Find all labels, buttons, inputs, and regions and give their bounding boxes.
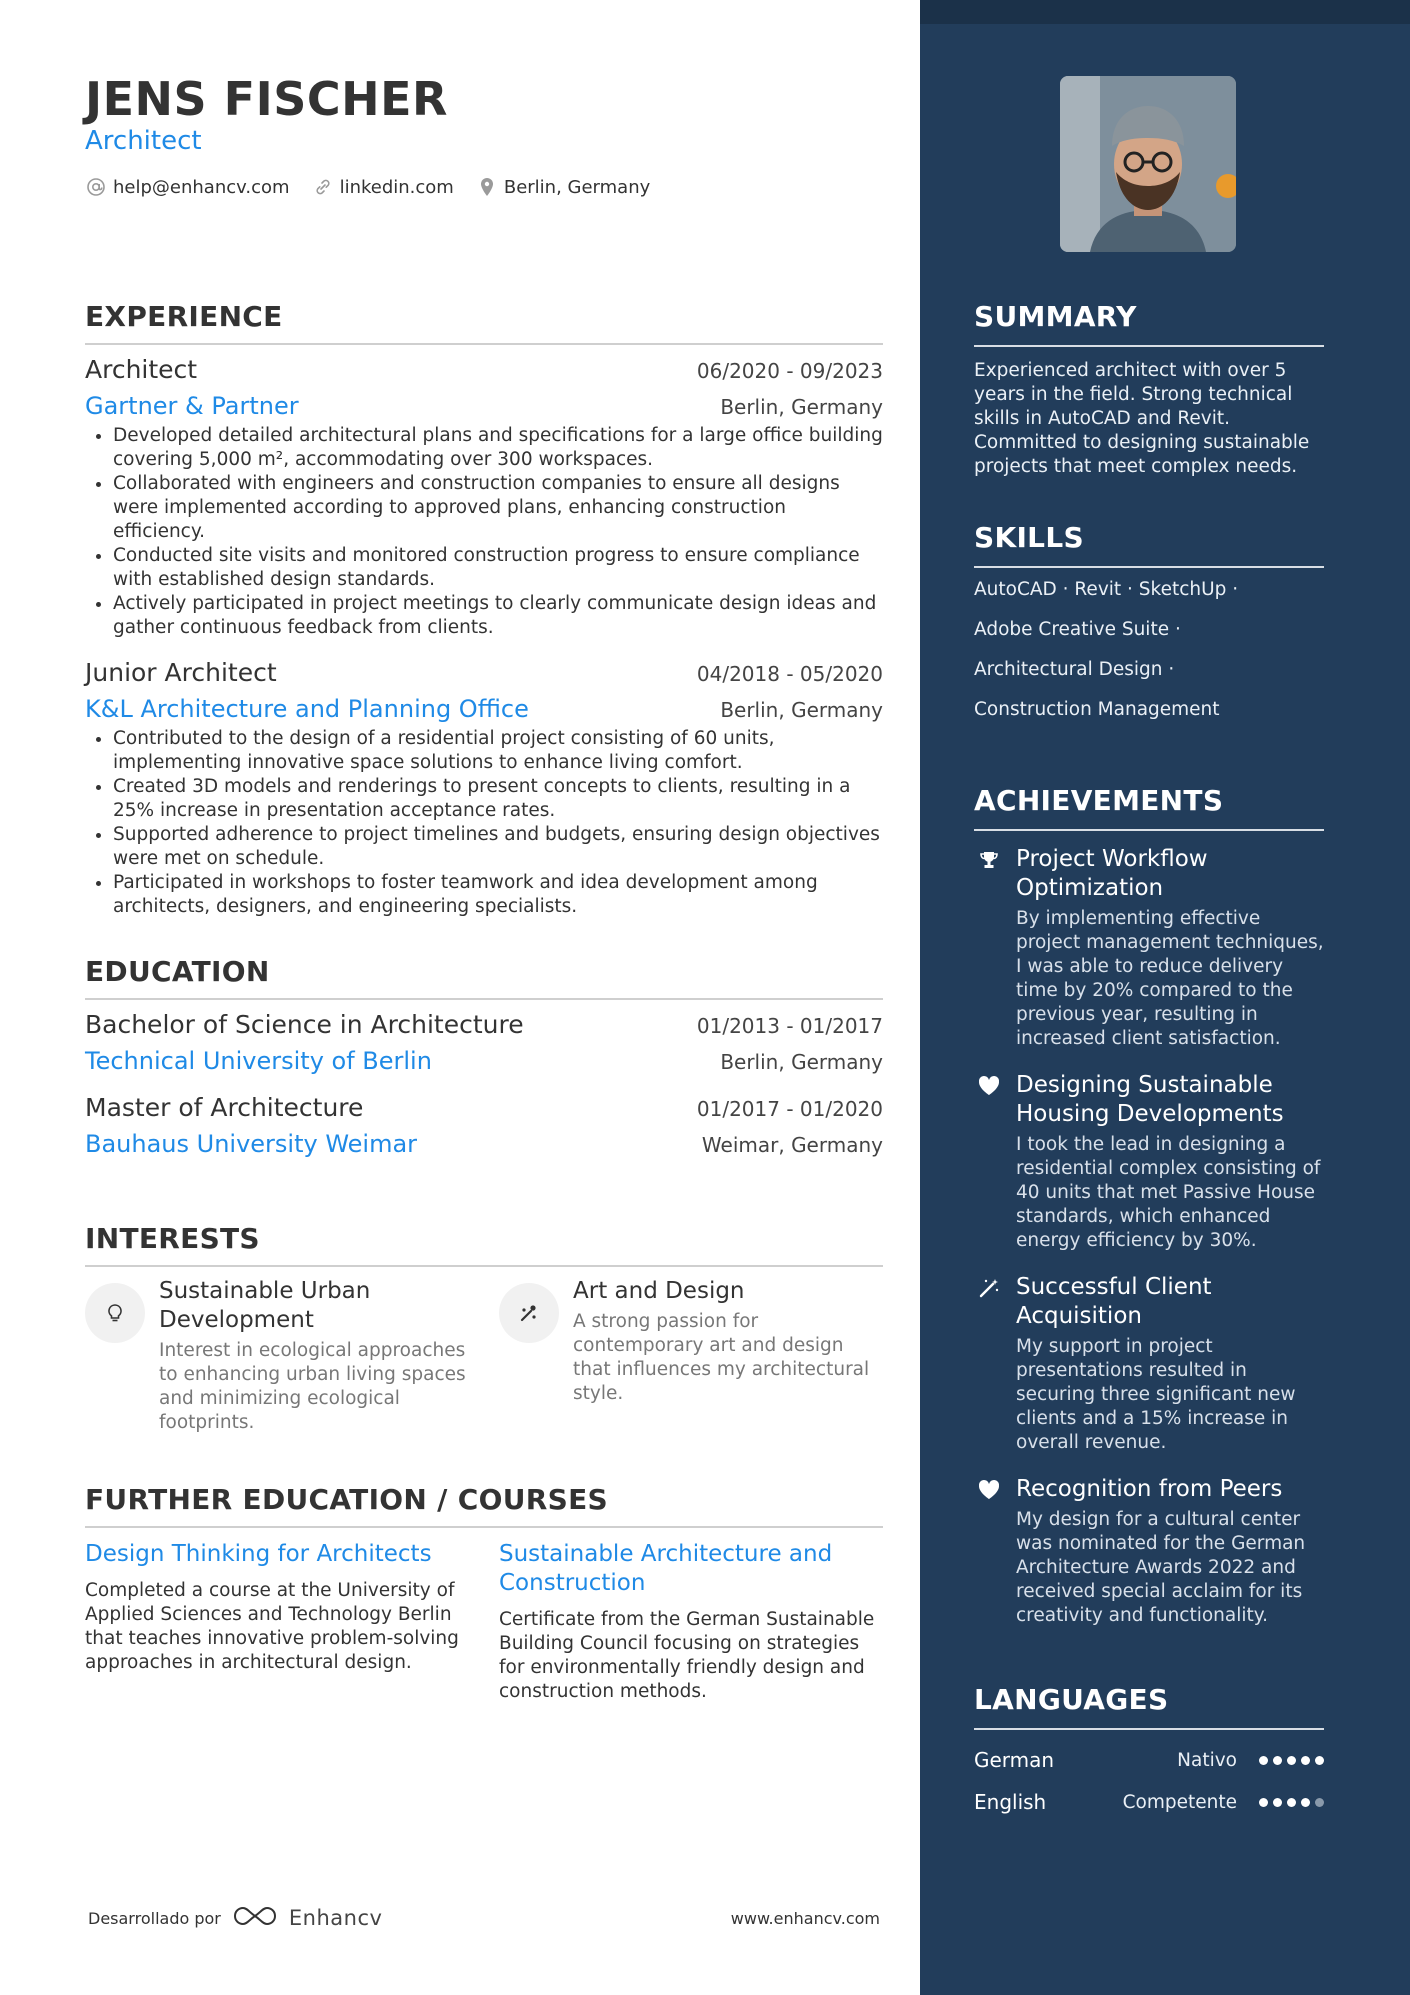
contact-list — [85, 176, 650, 198]
job-dates: 04/2018 - 05/2020 — [696, 662, 883, 686]
summary-text: Experienced architect with over 5 years in the field. Strong technical skills in AutoCAD and Revit. Committed to designing sustainable projects that meet complex needs. — [974, 360, 1310, 477]
course-desc: Certificate from the German Sustainable Building Council focusing on strategies for environmentally friendly design and construction methods. — [499, 1609, 875, 1702]
experience-heading: EXPERIENCE — [85, 300, 883, 345]
job-bullets — [85, 727, 883, 919]
job-title: Junior Architect — [85, 658, 277, 687]
skill-line: Architectural Design · — [974, 659, 1175, 680]
education-location: Weimar, Germany — [701, 1133, 883, 1157]
contact-email[interactable] — [85, 176, 290, 198]
rating-dot — [1301, 1798, 1310, 1807]
language-name: German — [974, 1748, 1055, 1772]
achievement-title: Project Workflow Optimization — [1016, 846, 1208, 901]
achievement-item — [974, 1475, 1324, 1628]
course-item — [85, 1540, 469, 1704]
contact-location — [476, 176, 650, 198]
interest-item — [85, 1277, 469, 1435]
job-bullet: • Contributed to the design of a residential project consisting of 60 units, implementing innovative space solutions to enhance living comfort. — [113, 727, 883, 775]
languages-heading: LANGUAGES — [974, 1683, 1324, 1730]
interests-section — [85, 1222, 883, 1435]
language-rating — [1259, 1756, 1324, 1765]
at-icon — [85, 176, 107, 198]
job-bullet: • Participated in workshops to foster teamwork and idea development among architects, designers, and engineering specialists. — [113, 871, 883, 919]
trophy-icon — [974, 845, 1004, 1051]
summary-heading: SUMMARY — [974, 300, 1324, 347]
brand-name: Enhancv — [288, 1906, 383, 1930]
rating-dot — [1315, 1798, 1324, 1807]
school-name[interactable]: Bauhaus University Weimar — [85, 1130, 418, 1158]
candidate-role: Architect — [85, 126, 202, 156]
interests-heading: INTERESTS — [85, 1222, 883, 1267]
achievement-desc: My design for a cultural center was nominated for the German Architecture Awards 2022 and received special acclaim for its creativity and functionality. — [1016, 1509, 1306, 1626]
job-bullets — [85, 424, 883, 640]
experience-section — [85, 300, 883, 919]
courses-heading: FURTHER EDUCATION / COURSES — [85, 1483, 883, 1528]
magic-wand-icon — [974, 1273, 1004, 1455]
job-bullet: • Collaborated with engineers and construction companies to ensure all designs were implemented according to approved plans, enhancing construction efficiency. — [113, 472, 883, 544]
degree: Master of Architecture — [85, 1093, 364, 1122]
skill-line: AutoCAD · Revit · SketchUp · — [974, 579, 1239, 600]
interest-title: Sustainable Urban Development — [159, 1278, 371, 1333]
powered-by-label: Desarrollado por — [88, 1908, 221, 1928]
job-bullet: • Actively participated in project meetings to clearly communicate design ideas and gather continuous feedback from clients. — [113, 592, 883, 640]
education-section — [85, 955, 883, 1158]
language-rating — [1259, 1798, 1324, 1807]
job-bullet: • Supported adherence to project timelines and budgets, ensuring design objectives were met on schedule. — [113, 823, 883, 871]
rating-dot — [1273, 1756, 1282, 1765]
skills-heading: SKILLS — [974, 521, 1324, 568]
rating-dot — [1273, 1798, 1282, 1807]
course-item — [499, 1540, 883, 1704]
candidate-name: JENS FISCHER — [85, 72, 448, 126]
education-entry — [85, 1010, 883, 1075]
summary-section — [974, 300, 1324, 479]
rating-dot — [1315, 1756, 1324, 1765]
job-dates: 06/2020 - 09/2023 — [696, 359, 883, 383]
achievement-item — [974, 1273, 1324, 1455]
course-title[interactable]: Design Thinking for Architects — [85, 1541, 432, 1567]
education-heading: EDUCATION — [85, 955, 883, 1000]
skill-line: Adobe Creative Suite · — [974, 619, 1181, 640]
achievement-title: Designing Sustainable Housing Developments — [1016, 1072, 1284, 1127]
contact-linkedin[interactable] — [312, 176, 454, 198]
job-bullet: • Created 3D models and renderings to present concepts to clients, resulting in a 25% increase in presentation acceptance rates. — [113, 775, 883, 823]
sidebar — [920, 0, 1410, 1995]
achievement-item — [974, 845, 1324, 1051]
location-icon — [476, 176, 498, 198]
achievement-item — [974, 1071, 1324, 1253]
job-bullet: • Developed detailed architectural plans and specifications for a large office building covering 5,000 m², accommodating over 300 workspaces. — [113, 424, 883, 472]
rating-dot — [1301, 1756, 1310, 1765]
rating-dot — [1259, 1756, 1268, 1765]
experience-entry — [85, 355, 883, 640]
education-entry — [85, 1093, 883, 1158]
education-dates: 01/2017 - 01/2020 — [696, 1097, 883, 1121]
enhancv-logo-icon — [231, 1904, 279, 1932]
skill-line: Construction Management — [974, 699, 1220, 720]
language-name: English — [974, 1790, 1047, 1814]
footer-url[interactable]: www.enhancv.com — [730, 1908, 880, 1928]
footer-brand — [88, 1904, 382, 1932]
profile-photo — [1060, 76, 1236, 252]
lightbulb-icon — [85, 1283, 145, 1343]
sidebar-top-strip — [920, 0, 1410, 24]
achievement-desc: By implementing effective project management techniques, I was able to reduce delivery time by 20% compared to the previous year, resulting in increased client satisfaction. — [1016, 908, 1324, 1049]
palette-icon — [499, 1283, 559, 1343]
course-desc: Completed a course at the University of Applied Sciences and Technology Berlin that teaches innovative problem-solving approaches in architectural design. — [85, 1580, 459, 1673]
school-name[interactable]: Technical University of Berlin — [85, 1047, 432, 1075]
experience-entry — [85, 658, 883, 919]
achievements-heading: ACHIEVEMENTS — [974, 784, 1324, 831]
rating-dot — [1259, 1798, 1268, 1807]
courses-section — [85, 1483, 883, 1704]
interest-desc: A strong passion for contemporary art and design that influences my architectural style. — [573, 1311, 870, 1404]
job-bullet: • Conducted site visits and monitored construction progress to ensure compliance with established design standards. — [113, 544, 883, 592]
rating-dot — [1287, 1756, 1296, 1765]
achievement-title: Successful Client Acquisition — [1016, 1274, 1212, 1329]
language-item — [974, 1748, 1324, 1772]
education-dates: 01/2013 - 01/2017 — [696, 1014, 883, 1038]
footer — [88, 1904, 880, 1932]
languages-section — [974, 1683, 1324, 1814]
language-item — [974, 1790, 1324, 1814]
job-location: Berlin, Germany — [720, 395, 883, 419]
contact-email-text: help@enhancv.com — [113, 176, 290, 198]
contact-linkedin-text: linkedin.com — [339, 176, 454, 198]
achievements-section — [974, 784, 1324, 1628]
interest-item — [499, 1277, 883, 1435]
interest-title: Art and Design — [573, 1278, 745, 1304]
heart-icon — [974, 1475, 1004, 1628]
job-title: Architect — [85, 355, 198, 384]
heart-icon — [974, 1071, 1004, 1253]
achievement-desc: I took the lead in designing a residential complex consisting of 40 units that met Passive House standards, which enhanced energy efficiency by 30%. — [1016, 1134, 1321, 1251]
achievement-desc: My support in project presentations resulted in securing three significant new clients and a 15% increase in overall revenue. — [1016, 1336, 1296, 1453]
achievement-title: Recognition from Peers — [1016, 1476, 1283, 1502]
company-name[interactable]: K&L Architecture and Planning Office — [85, 695, 529, 723]
skills-section — [974, 521, 1324, 730]
contact-location-text: Berlin, Germany — [503, 176, 651, 198]
education-location: Berlin, Germany — [720, 1050, 883, 1074]
language-level: Nativo — [1177, 1749, 1237, 1771]
degree: Bachelor of Science in Architecture — [85, 1010, 524, 1039]
language-level: Competente — [1122, 1791, 1237, 1813]
company-name[interactable]: Gartner & Partner — [85, 392, 299, 420]
job-location: Berlin, Germany — [720, 698, 883, 722]
course-title[interactable]: Sustainable Architecture and Construction — [499, 1541, 833, 1596]
interest-desc: Interest in ecological approaches to enhancing urban living spaces and minimizing ecological footprints. — [159, 1340, 466, 1433]
link-icon — [312, 176, 334, 198]
rating-dot — [1287, 1798, 1296, 1807]
